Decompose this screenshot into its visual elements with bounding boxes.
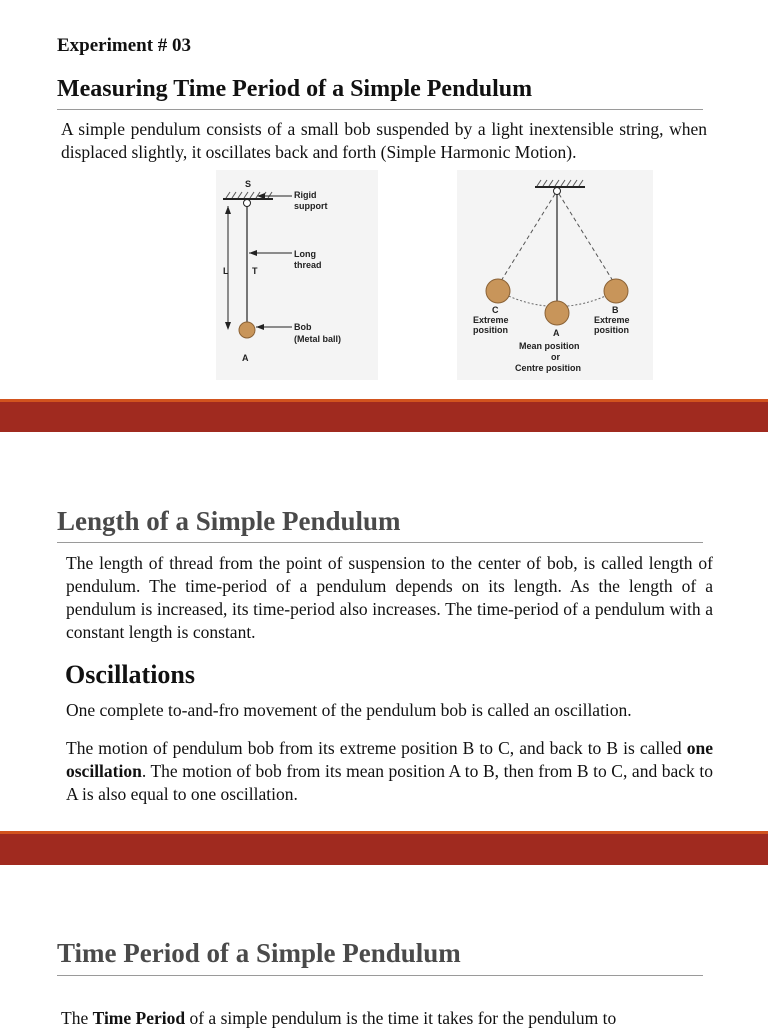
label-c: C [492,305,499,315]
length-paragraph: The length of thread from the point of suspension to the center of bob, is called length of pendulum. The time-period of a pendulum depends on its length. As the length of a pendulum is increased, its time-period also increases. The time-period of a pendulum with a constant length is constant. [66,553,713,642]
or-label: or [551,352,560,362]
length-arrow-bottom [225,322,231,330]
label-l: L [223,266,229,276]
divider-band [0,402,768,432]
right-thread-dashed [559,194,613,281]
label-t: T [252,266,258,276]
thread-label: thread [294,260,322,270]
oscillations-heading: Oscillations [65,660,196,689]
hook [244,200,251,207]
oscillation-text-part1: The motion of pendulum bob from its extreme position B to C, and back to B is called [66,738,687,758]
support-label: support [294,201,328,211]
metal-ball-label: (Metal ball) [294,334,342,344]
divider-band-2 [0,834,768,865]
mean-position-label: Mean position [519,341,580,351]
experiment-label: Experiment # 03 [57,35,192,56]
bob-a [545,301,569,325]
ceiling-hatch [537,180,583,186]
time-period-text-part2: of a simple pendulum is the time it takes for the pendulum to [185,1008,617,1028]
long-label: Long [294,249,316,259]
oscillation-definition: One complete to-and-fro movement of the pendulum bob is called an oscillation. [66,700,632,720]
bob-ball [239,322,255,338]
length-arrow-top [225,206,231,214]
label-b: B [612,305,619,315]
label-s: S [245,179,252,189]
pendulum-oscillation-diagram [457,170,653,380]
ceiling-hatch [226,192,272,198]
intro-paragraph: A simple pendulum consists of a small bob suspended by a light inextensible string, when displaced slightly, it oscillates back and forth (Simple Harmonic Motion). [61,119,707,162]
pendulum-labelled-diagram [216,170,378,380]
oscillation-text-part2: . The motion of bob from its mean position A to B, then from B to C, and back to A is also equal to one oscillation. [66,761,713,804]
bob-label: Bob [294,322,312,332]
thread-pointer-head [249,250,257,256]
extreme-right-label: Extreme [594,315,630,325]
time-period-text-part1: The [61,1008,93,1028]
position-left-label: position [473,325,508,335]
bob-b [604,279,628,303]
time-period-divider [57,975,703,976]
left-thread-dashed [501,194,555,281]
label-a-right: A [553,328,560,338]
bob-c [486,279,510,303]
time-period-paragraph [61,1007,711,1030]
bob-pointer-head [256,324,264,330]
position-right-label: position [594,325,629,335]
page-title: Measuring Time Period of a Simple Pendulum [57,76,533,102]
extreme-left-label: Extreme [473,315,509,325]
time-period-heading: Time Period of a Simple Pendulum [57,938,461,968]
oscillation-description [66,737,713,806]
length-heading: Length of a Simple Pendulum [57,506,401,536]
hook [554,188,561,195]
title-divider [57,109,703,110]
time-period-bold: Time Period [92,1008,186,1028]
rigid-label: Rigid [294,190,317,200]
label-a-left: A [242,353,249,363]
length-divider [57,542,703,543]
one-oscillation-bold: one oscillation [66,738,713,781]
centre-position-label: Centre position [515,363,582,373]
